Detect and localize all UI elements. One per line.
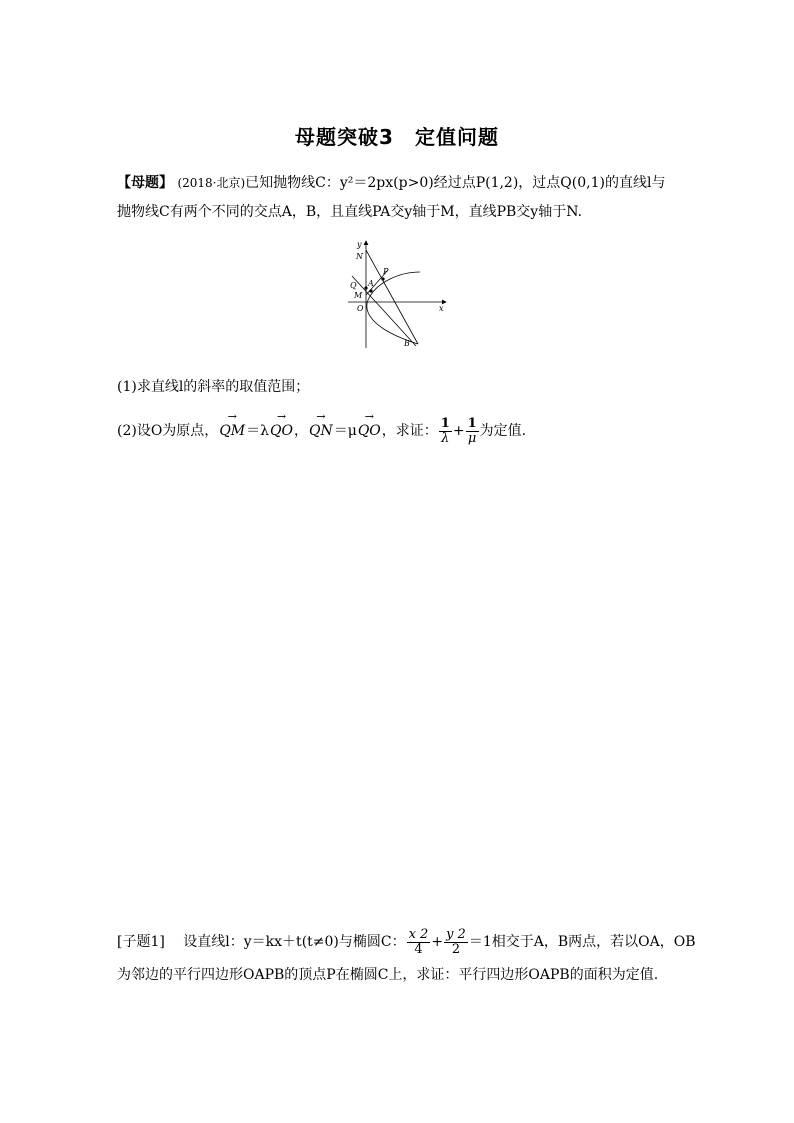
sub-problem-1-text-c: 为邻边的平行四边形OAPB的顶点P在椭圆C上，求证：平行四边形OAPB的面积为定值. (117, 967, 659, 983)
part-2-eq-mu: ＝μ (333, 423, 357, 440)
mother-problem-source: (2018·北京) (177, 176, 246, 190)
sub-problem-1-text-a: 设直线l：y＝kx＋t(t≠0)与椭圆C： (183, 934, 406, 951)
vector-qo-1: → QO (269, 423, 294, 439)
part-2-suffix: 为定值. (479, 423, 527, 440)
line-pn (366, 250, 418, 344)
vector-qo-2: → QO (357, 423, 382, 439)
vector-qn: → QN (308, 423, 334, 439)
mother-problem-line-1 (117, 172, 665, 192)
fraction-y2-over-2 (444, 928, 468, 956)
part-1 (117, 376, 309, 396)
part-1-text: (1)求直线l的斜率的取值范围； (117, 379, 310, 395)
label-o: O (357, 304, 364, 313)
fraction-1-numerator: 1 (440, 416, 450, 431)
label-y: y (357, 240, 362, 249)
page-title: 母题突破3 定值问题 (295, 125, 499, 149)
fraction-y2-numerator: y 2 (446, 927, 466, 942)
mother-problem-line-2 (117, 201, 582, 221)
part-2-eq-lambda: ＝λ (246, 423, 269, 440)
label-b: B (404, 339, 410, 348)
fraction-x2-over-4 (407, 928, 431, 956)
part-2-plus: + (452, 423, 465, 440)
label-m: M (354, 291, 363, 300)
point-p (381, 277, 384, 280)
part-2-prove: ，求证： (381, 423, 438, 440)
sub-problem-1-line-2 (117, 964, 658, 984)
fraction-x2-numerator: x 2 (408, 927, 429, 942)
mother-problem-text-2: 抛物线C有两个不同的交点A，B，且直线PA交y轴于M，直线PB交y轴于N. (117, 204, 583, 220)
mother-problem-tag: 【母题】 (117, 175, 173, 191)
fraction-x2-denominator: 4 (414, 941, 423, 957)
label-x: x (439, 304, 444, 313)
part-2-sep: ， (293, 423, 308, 440)
sub-problem-1-tag: [子题1] (117, 934, 165, 951)
fraction-y2-denominator: 2 (451, 941, 461, 957)
label-p: P (383, 267, 389, 276)
sub-problem-1-line-1 (117, 928, 696, 956)
parabola-figure (342, 238, 454, 352)
point-a (369, 289, 372, 292)
mother-problem-text-1: 已知抛物线C：y²＝2px(p>0)经过点P(1,2)，过点Q(0,1)的直线l与 (245, 175, 666, 191)
part-2 (117, 417, 526, 445)
sub-problem-1-text-b: ＝1相交于A，B两点，若以OA，OB (468, 934, 696, 951)
fraction-1-denominator: λ (441, 430, 450, 446)
label-q: Q (350, 281, 357, 290)
vector-qm: → QM (218, 423, 246, 439)
label-n: N (356, 252, 363, 261)
label-a: A (368, 279, 374, 288)
fraction-2-denominator: μ (467, 430, 477, 446)
part-2-prefix: (2)设O为原点， (117, 423, 219, 440)
fraction-2-numerator: 1 (467, 416, 477, 431)
fraction-one-over-lambda (439, 417, 452, 445)
sub-problem-1-plus: + (431, 934, 444, 951)
fraction-one-over-mu (466, 417, 479, 445)
